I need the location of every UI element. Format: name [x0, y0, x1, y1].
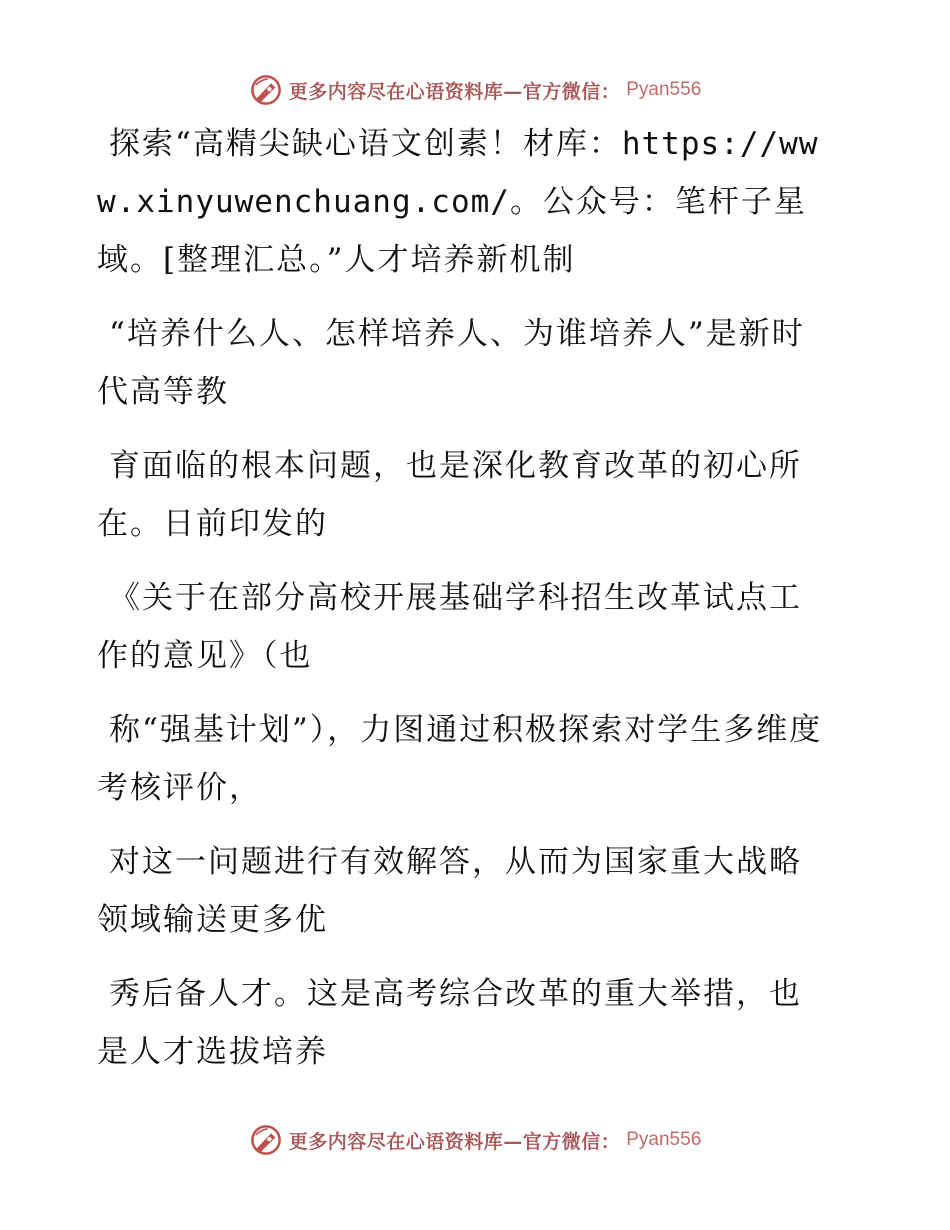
watermark-handle: Pyan556	[626, 1129, 702, 1150]
paragraph-4: 称“强基计划”），力图通过积极探索对学生多维度考核评价，	[97, 712, 823, 806]
intro-paragraph	[97, 115, 827, 289]
header-watermark	[0, 70, 950, 110]
intro-prefix: 探索“高精尖缺心语文创素！材库：	[109, 126, 622, 162]
intro-suffix: 。公众号：笔杆子星域。[整理汇总。”人才培养新机制	[97, 184, 807, 278]
document-body	[97, 115, 827, 1081]
paragraph-2: 育面临的根本问题，也是深化教育改革的初心所在。日前印发的	[97, 448, 802, 542]
footer-watermark	[0, 1120, 950, 1160]
watermark-handle: Pyan556	[626, 79, 702, 100]
watermark-text: 更多内容尽在心语资料库—官方微信：	[288, 80, 621, 103]
intro-url: https://www.xinyuwenchuang.com/	[97, 126, 819, 220]
pen-nib-logo-icon	[249, 73, 283, 107]
watermark-text: 更多内容尽在心语资料库—官方微信：	[288, 1130, 621, 1153]
pen-nib-logo-icon	[249, 1123, 283, 1157]
paragraph-5: 对这一问题进行有效解答，从而为国家重大战略领域输送更多优	[97, 844, 802, 938]
paragraph-3: 《关于在部分高校开展基础学科招生改革试点工作的意见》（也	[97, 580, 802, 674]
paragraph-1: “培养什么人、怎样培养人、为谁培养人”是新时代高等教	[97, 316, 805, 410]
paragraph-6: 秀后备人才。这是高考综合改革的重大举措，也是人才选拔培养	[97, 976, 802, 1070]
